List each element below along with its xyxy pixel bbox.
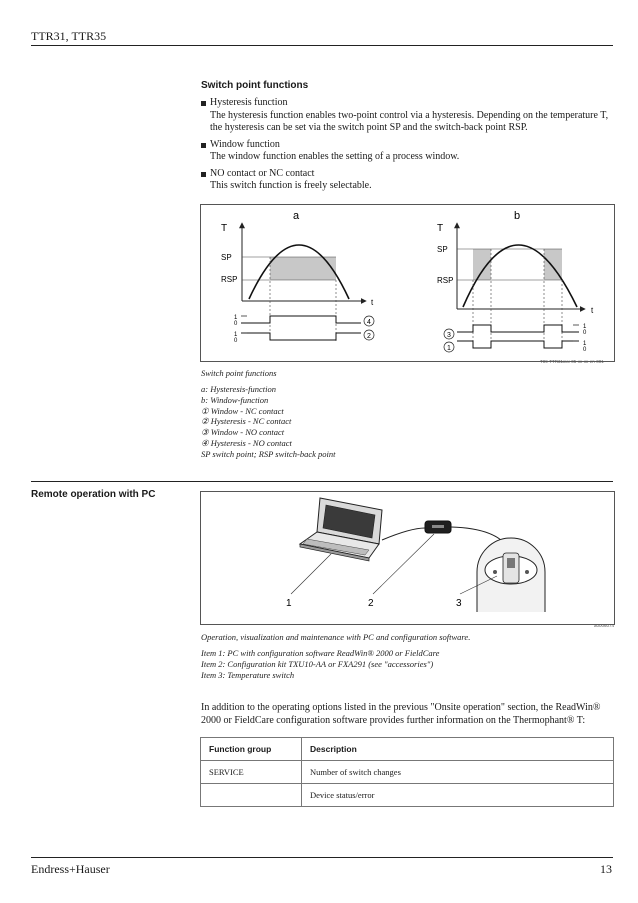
signal-trace-nc (241, 333, 361, 340)
panel-a-label: a (293, 210, 300, 222)
level-0-label: 0 (583, 347, 587, 353)
item-3-label: 3 (456, 598, 462, 609)
signal-marker (573, 325, 579, 341)
cable (382, 528, 425, 540)
table-cell: Number of switch changes (302, 761, 614, 784)
section-heading-switch-points: Switch point functions (201, 80, 309, 91)
figure-caption-title: Switch point functions (201, 368, 277, 378)
item-2-label: 2 (368, 598, 374, 609)
figure-id: a0006074 (594, 623, 615, 628)
table-row (201, 761, 614, 784)
table-cell: Device status/error (302, 784, 614, 807)
list-item (201, 168, 611, 193)
rsp-label: RSP (437, 276, 454, 285)
item-1-label: 1 (286, 598, 292, 609)
table-row (201, 784, 614, 807)
legend-line: a: Hysteresis-function (201, 384, 276, 394)
axis-time-label: t (591, 306, 594, 315)
footer-rule (31, 857, 613, 858)
column-header: Function group (201, 738, 302, 761)
bullet-square-icon (201, 143, 206, 148)
section-heading-remote: Remote operation with PC (31, 489, 156, 500)
list-item-title: NO contact or NC contact (210, 167, 315, 179)
panel-a-hysteresis (221, 210, 374, 344)
table-cell (201, 784, 302, 807)
legend-line: SP switch point; RSP switch-back point (201, 448, 336, 459)
list-item-title: Window function (210, 138, 280, 150)
legend-line: Item 1: PC with configuration software ReadWin® 2000 or FieldCare (201, 648, 440, 658)
axis-t-label: T (221, 223, 228, 234)
list-item (201, 97, 611, 135)
legend-line: b: Window-function (201, 394, 269, 405)
table-cell: SERVICE (201, 761, 302, 784)
level-0-label: 0 (234, 321, 238, 327)
section-rule (31, 481, 613, 482)
legend-line: ③ Window - NO contact (201, 427, 285, 438)
level-1-label: 1 (234, 315, 238, 321)
panel-b-window (437, 210, 594, 353)
legend-line: Item 3: Temperature switch (201, 669, 295, 680)
level-1-label: 1 (234, 332, 238, 338)
switch-point-diagram (200, 204, 615, 362)
switch-point-list (201, 97, 611, 197)
level-0-label: 0 (583, 330, 587, 336)
list-item-title: Hysteresis function (210, 97, 288, 108)
window-band-left (473, 249, 491, 280)
marker-4-label: 4 (367, 319, 371, 326)
sp-label: SP (437, 245, 448, 254)
figure-legend (201, 384, 336, 460)
function-group-table (200, 737, 614, 807)
sp-label: SP (221, 253, 232, 262)
figure-caption-title: Operation, visualization and maintenance with PC and configuration software. (201, 632, 471, 642)
figure-legend (201, 648, 439, 680)
leader-line (373, 534, 434, 594)
leader-line (291, 554, 331, 594)
remote-diagram-svg (201, 492, 614, 624)
list-item-text: The window function enables the setting of a process window. (210, 151, 460, 162)
legend-line: ④ Hysteresis - NO contact (201, 437, 292, 448)
table-header-row (201, 738, 614, 761)
rsp-label: RSP (221, 275, 238, 284)
level-1-label: 1 (583, 324, 587, 330)
level-0-label: 0 (234, 338, 238, 344)
bullet-square-icon (201, 101, 206, 106)
legend-line: Item 2: Configuration kit TXU10-AA or FXA291 (see "accessories") (201, 658, 434, 669)
laptop-pc-icon (300, 498, 382, 561)
signal-marker (241, 316, 247, 333)
temperature-switch-icon (477, 538, 545, 612)
page-number: 13 (600, 862, 612, 876)
configuration-kit-icon (425, 521, 451, 533)
figure-id: T09-TTR31xxx-05-xx-xx-en-001 (540, 359, 604, 364)
axis-t-label: T (437, 223, 444, 234)
panel-b-label: b (514, 210, 521, 222)
list-item (201, 139, 611, 164)
remote-operation-diagram (200, 491, 615, 625)
marker-2-label: 2 (367, 333, 371, 340)
legend-line: ② Hysteresis - NC contact (201, 416, 292, 427)
signal-trace-nc (457, 341, 579, 348)
legend-line: ① Window - NC contact (201, 405, 284, 416)
intro-paragraph: In addition to the operating options listed in the previous "Onsite operation" section, the ReadWin® 2000 or FieldCare configuration software provides further information on the Thermophant® T: (201, 702, 601, 726)
footer-brand: Endress+Hauser (31, 862, 110, 876)
axis-time-label: t (371, 298, 374, 307)
signal-trace-no (457, 325, 579, 332)
list-item-text: This switch function is freely selectable. (210, 180, 372, 191)
column-header: Description (302, 738, 614, 761)
bullet-square-icon (201, 172, 206, 177)
header-rule (31, 45, 613, 46)
signal-trace-no (241, 316, 361, 323)
switch-point-diagram-svg (201, 205, 614, 361)
level-1-label: 1 (583, 341, 587, 347)
marker-3-label: 3 (447, 332, 451, 339)
list-item-text: The hysteresis function enables two-point control via a hysteresis. Depending on the temperature T, the hysteresis can be set via the switch point SP and the switch-back point RSP. (210, 109, 609, 133)
marker-1-label: 1 (447, 345, 451, 352)
running-header: TTR31, TTR35 (31, 29, 107, 43)
